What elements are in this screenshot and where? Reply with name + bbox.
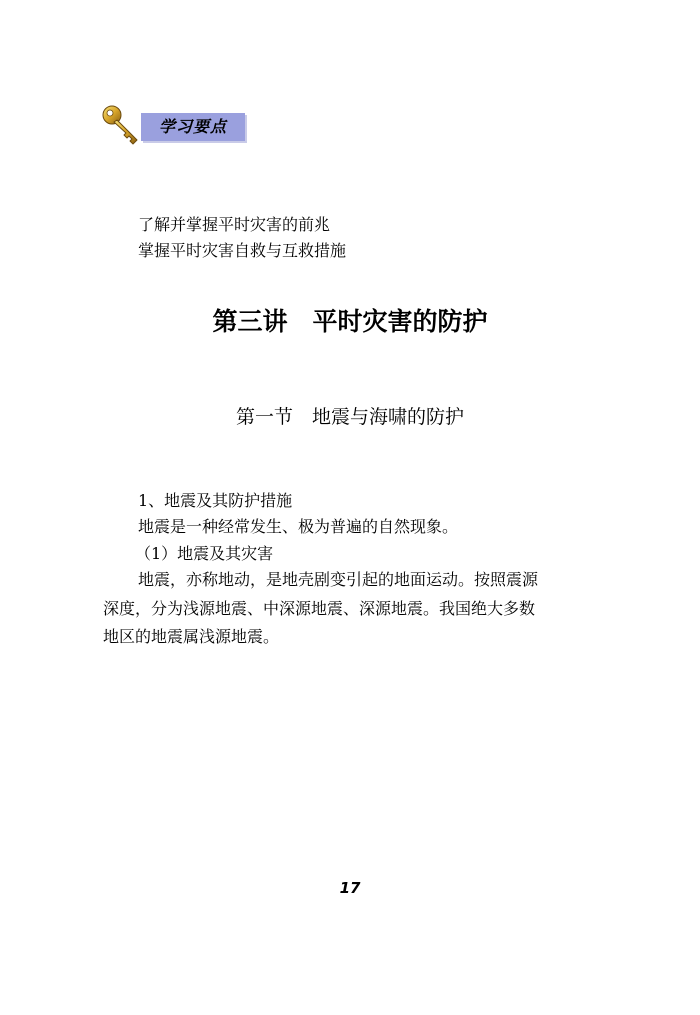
chapter-title: 第三讲 平时灾害的防护 xyxy=(212,307,488,336)
page-number: 17 xyxy=(339,879,361,897)
badge-label: 学习要点 xyxy=(158,117,227,136)
section-badge xyxy=(141,113,245,141)
paragraph-line: 深度，分为浅源地震、中深源地震、深源地震。我国绝大多数 xyxy=(103,599,536,618)
objective-item: 了解并掌握平时灾害的前兆 xyxy=(138,215,331,234)
paragraph-line: 地区的地震属浅源地震。 xyxy=(103,627,280,646)
key-icon xyxy=(100,103,144,147)
item-heading: 1、地震及其防护措施 xyxy=(138,491,293,510)
paragraph-line: 地震，亦称地动，是地壳剧变引起的地面运动。按照震源 xyxy=(138,570,539,589)
subheading: （1）地震及其灾害 xyxy=(135,544,274,563)
intro-text: 地震是一种经常发生、极为普遍的自然现象。 xyxy=(138,517,459,536)
section-title: 第一节 地震与海啸的防护 xyxy=(235,406,464,428)
objective-item: 掌握平时灾害自救与互救措施 xyxy=(138,241,347,260)
